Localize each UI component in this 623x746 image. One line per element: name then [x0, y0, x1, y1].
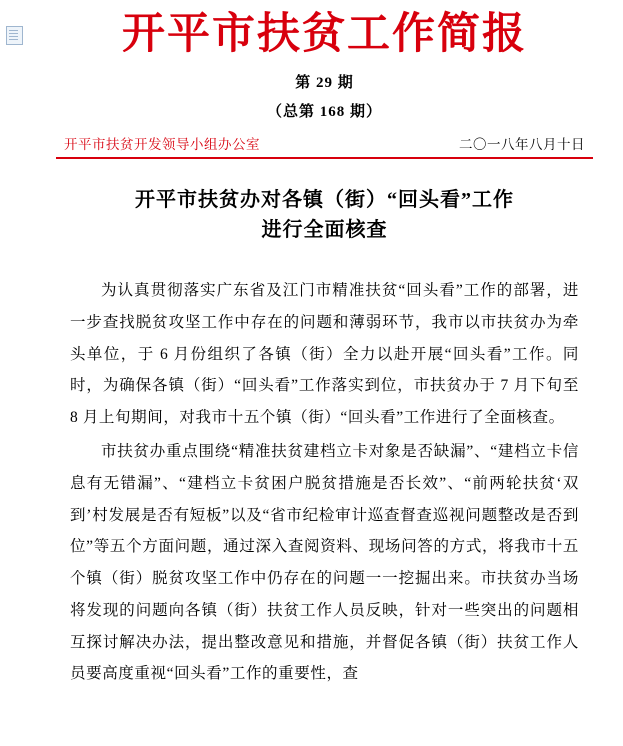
document-content	[26, 0, 623, 746]
issuing-office: 开平市扶贫开发领导小组办公室	[64, 137, 260, 153]
issue-date: 二〇一八年八月十日	[459, 137, 585, 153]
body-paragraph: 市扶贫办重点围绕“精准扶贫建档立卡对象是否缺漏”、“建档立卡信息有无错漏”、“建档立卡贫困户脱贫措施是否长效”、“前两轮扶贫‘双到’村发展是否有短板”以及“省市纪检审计巡查督查巡视问题整改是否到位”等五个方面问题，通过深入查阅资料、现场问答的方式，将我市十五个镇（街）脱贫攻坚工作中仍存在的问题一一挖掘出来。市扶贫办当场将发现的问题向各镇（街）扶贫工作人员反映，针对一些突出的问题相互探讨解决办法，提出整改意见和措施，并督促各镇（街）扶贫工作人员要高度重视“回头看”工作的重要性，查	[70, 442, 579, 683]
issue-number: 第 29 期	[295, 75, 354, 92]
page-title	[78, 185, 571, 245]
body-paragraph: 为认真贯彻落实广东省及江门市精准扶贫“回头看”工作的部署，进一步查找脱贫攻坚工作中存在的问题和薄弱环节，我市以市扶贫办为牵头单位，于 6 月份组织了各镇（街）全力以赴开展“回头看”工作。同时，为确保各镇（街）“回头看”工作落实到位，市扶贫办于 7 月下旬至 8 月上旬期间，对我市十五个镇（街）“回头看”工作进行了全面核查。	[70, 282, 579, 427]
issue-total-number: （总第 168 期）	[266, 104, 382, 121]
masthead-title: 开平市扶贫工作简报	[122, 11, 527, 58]
document-icon[interactable]	[6, 26, 23, 45]
masthead-divider	[56, 157, 593, 159]
page-title-line-1: 开平市扶贫办对各镇（街）“回头看”工作	[135, 189, 514, 212]
left-margin-rail	[0, 0, 26, 746]
masthead-meta-row	[64, 133, 585, 153]
document-body	[70, 275, 579, 690]
page-title-line-2: 进行全面核查	[261, 219, 388, 242]
